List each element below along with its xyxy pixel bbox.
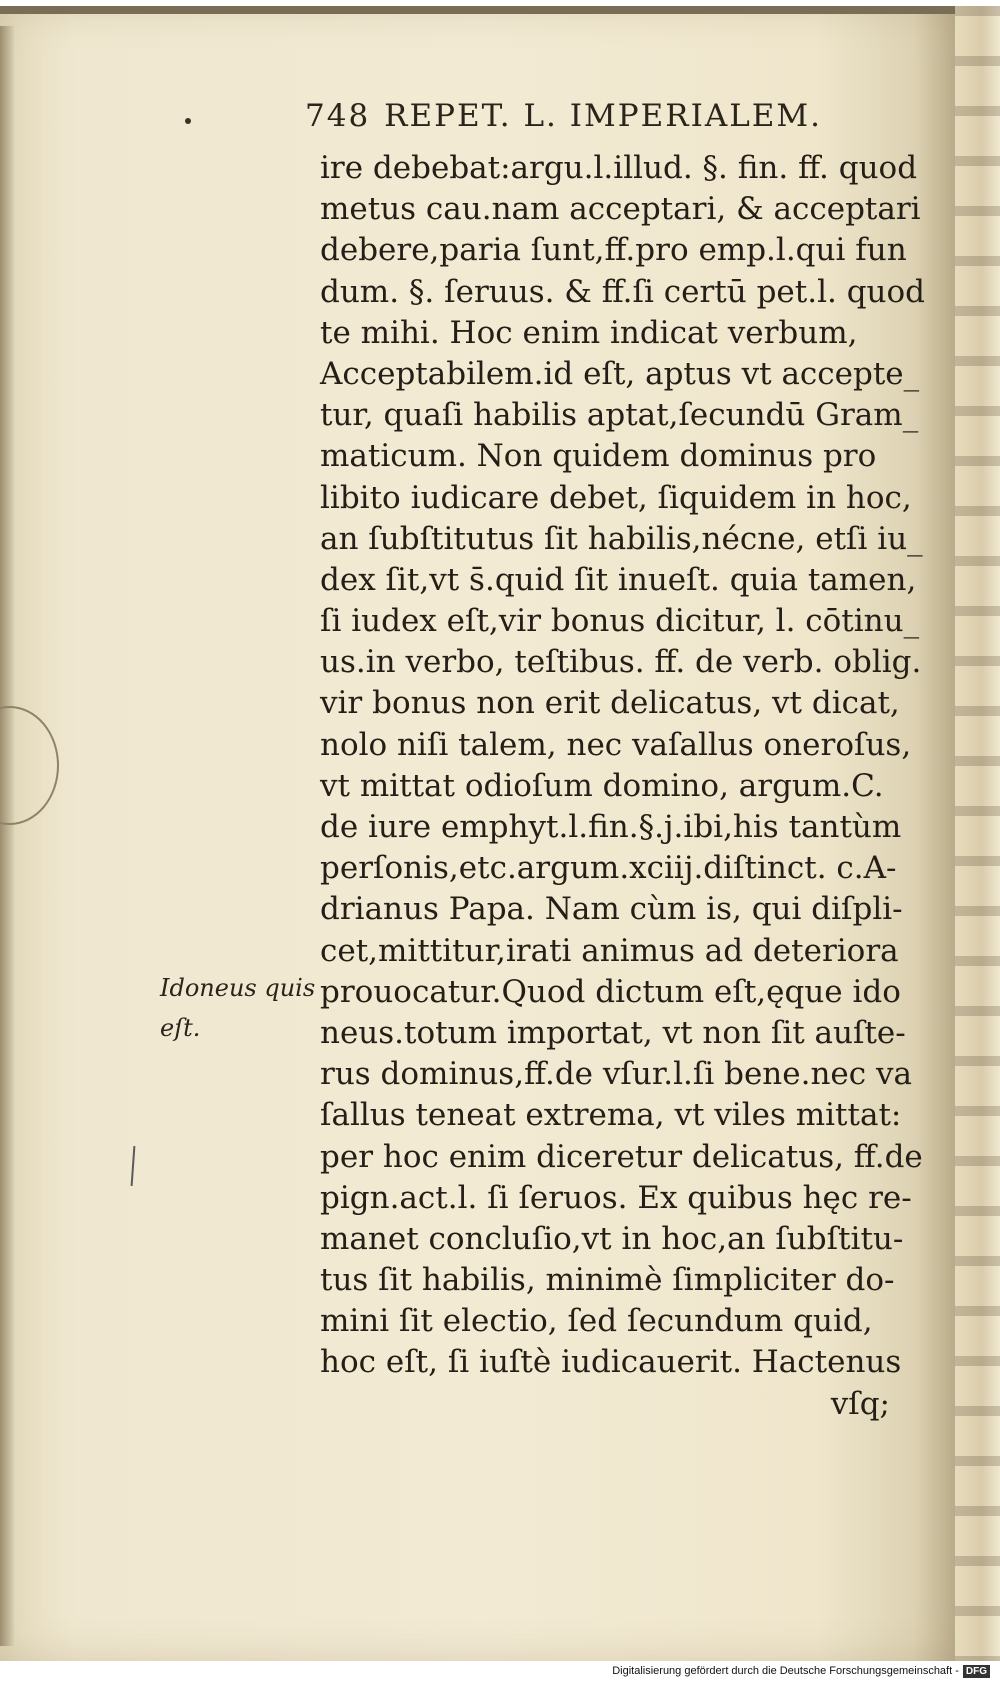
text-line: per hoc enim diceretur delicatus, ff.de bbox=[320, 1138, 923, 1175]
text-line: ire debebat:argu.l.illud. §. fin. ff. quod bbox=[320, 150, 918, 186]
text-line: ſallus teneat extrema, vt viles mittat: bbox=[320, 1097, 902, 1134]
text-line: vt mittat odioſum domino, argum.C. bbox=[320, 767, 884, 804]
facing-page-edge bbox=[955, 6, 1000, 1661]
text-line: perſonis,etc.argum.xciij.diſtinct. c.A- bbox=[320, 850, 897, 887]
margin-note-line: eſt. bbox=[160, 1014, 201, 1042]
margin-note bbox=[160, 968, 316, 1048]
digitization-credit bbox=[612, 1665, 990, 1678]
facing-page-text-fragments bbox=[955, 6, 1000, 1661]
text-line: prouocatur.Quod dictum eſt,ęque ido bbox=[320, 973, 901, 1010]
running-header bbox=[305, 98, 905, 134]
text-line: metus cau.nam acceptari, & acceptari bbox=[320, 191, 921, 228]
text-line: tur, quaſi habilis aptat,ſecundū Gram_ bbox=[320, 397, 919, 434]
credit-text: Digitalisierung gefördert durch die Deutsche Forschungsgemeinschaft - bbox=[612, 1665, 959, 1677]
text-line: de iure emphyt.l.fin.§.j.ibi,his tantùm bbox=[320, 809, 902, 845]
text-line: us.in verbo, teſtibus. ff. de verb. oblig. bbox=[320, 644, 922, 681]
text-line: drianus Papa. Nam cùm is, qui diſpli- bbox=[320, 891, 903, 928]
book-page bbox=[0, 6, 963, 1661]
text-line: dex ſit,vt s̄.quid ſit inueſt. quia tamen, bbox=[320, 561, 917, 598]
body-text bbox=[320, 148, 926, 1425]
page-number: 748 bbox=[305, 98, 371, 134]
text-line: libito iudicare debet, ſiquidem in hoc, bbox=[320, 479, 912, 516]
text-line: mini ſit electio, ſed ſecundum quid, bbox=[320, 1303, 873, 1340]
pencil-mark bbox=[131, 1146, 136, 1186]
dfg-logo: DFG bbox=[963, 1665, 990, 1678]
text-line: hoc eſt, ſi iuſtè iudicauerit. Hactenus bbox=[320, 1344, 902, 1381]
catchword: vſq; bbox=[830, 1385, 890, 1422]
text-line: ſi iudex eſt,vir bonus dicitur, l. cōtinu_ bbox=[320, 603, 920, 640]
text-line: rus dominus,ff.de vſur.l.ſi bene.nec va bbox=[320, 1056, 912, 1093]
text-line: cet,mittitur,irati animus ad deteriora bbox=[320, 932, 899, 969]
binding-clasp bbox=[0, 706, 59, 825]
text-line: te mihi. Hoc enim indicat verbum, bbox=[320, 314, 858, 351]
text-line: manet concluſio,vt in hoc,an ſubſtitu- bbox=[320, 1220, 904, 1257]
text-line: tus ſit habilis, minimè ſimpliciter do- bbox=[320, 1262, 895, 1299]
page-gutter-edge bbox=[0, 26, 14, 1646]
text-line: neus.totum importat, vt non ſit auſte- bbox=[320, 1014, 906, 1051]
text-line: debere,paria ſunt,ff.pro emp.l.qui fun bbox=[320, 232, 907, 269]
text-line: nolo niſi talem, nec vaſallus oneroſus, bbox=[320, 726, 912, 763]
ink-dot bbox=[185, 118, 191, 124]
text-line: dum. §. ſeruus. & ff.ſi certū pet.l. quod bbox=[320, 273, 926, 310]
page-top-edge bbox=[0, 6, 960, 14]
margin-note-line: Idoneus quis bbox=[160, 974, 316, 1002]
running-head-title: REPET. L. IMPERIALEM. bbox=[384, 98, 823, 134]
text-line: pign.act.l. ſi ſeruos. Ex quibus hęc re- bbox=[320, 1179, 912, 1216]
text-line: an ſubſtitutus ſit habilis,nécne, etſi iu_ bbox=[320, 520, 923, 557]
text-line: vir bonus non erit delicatus, vt dicat, bbox=[320, 685, 900, 722]
text-line: Acceptabilem.id eſt, aptus vt accepte_ bbox=[320, 355, 920, 392]
text-line: maticum. Non quidem dominus pro bbox=[320, 438, 877, 475]
